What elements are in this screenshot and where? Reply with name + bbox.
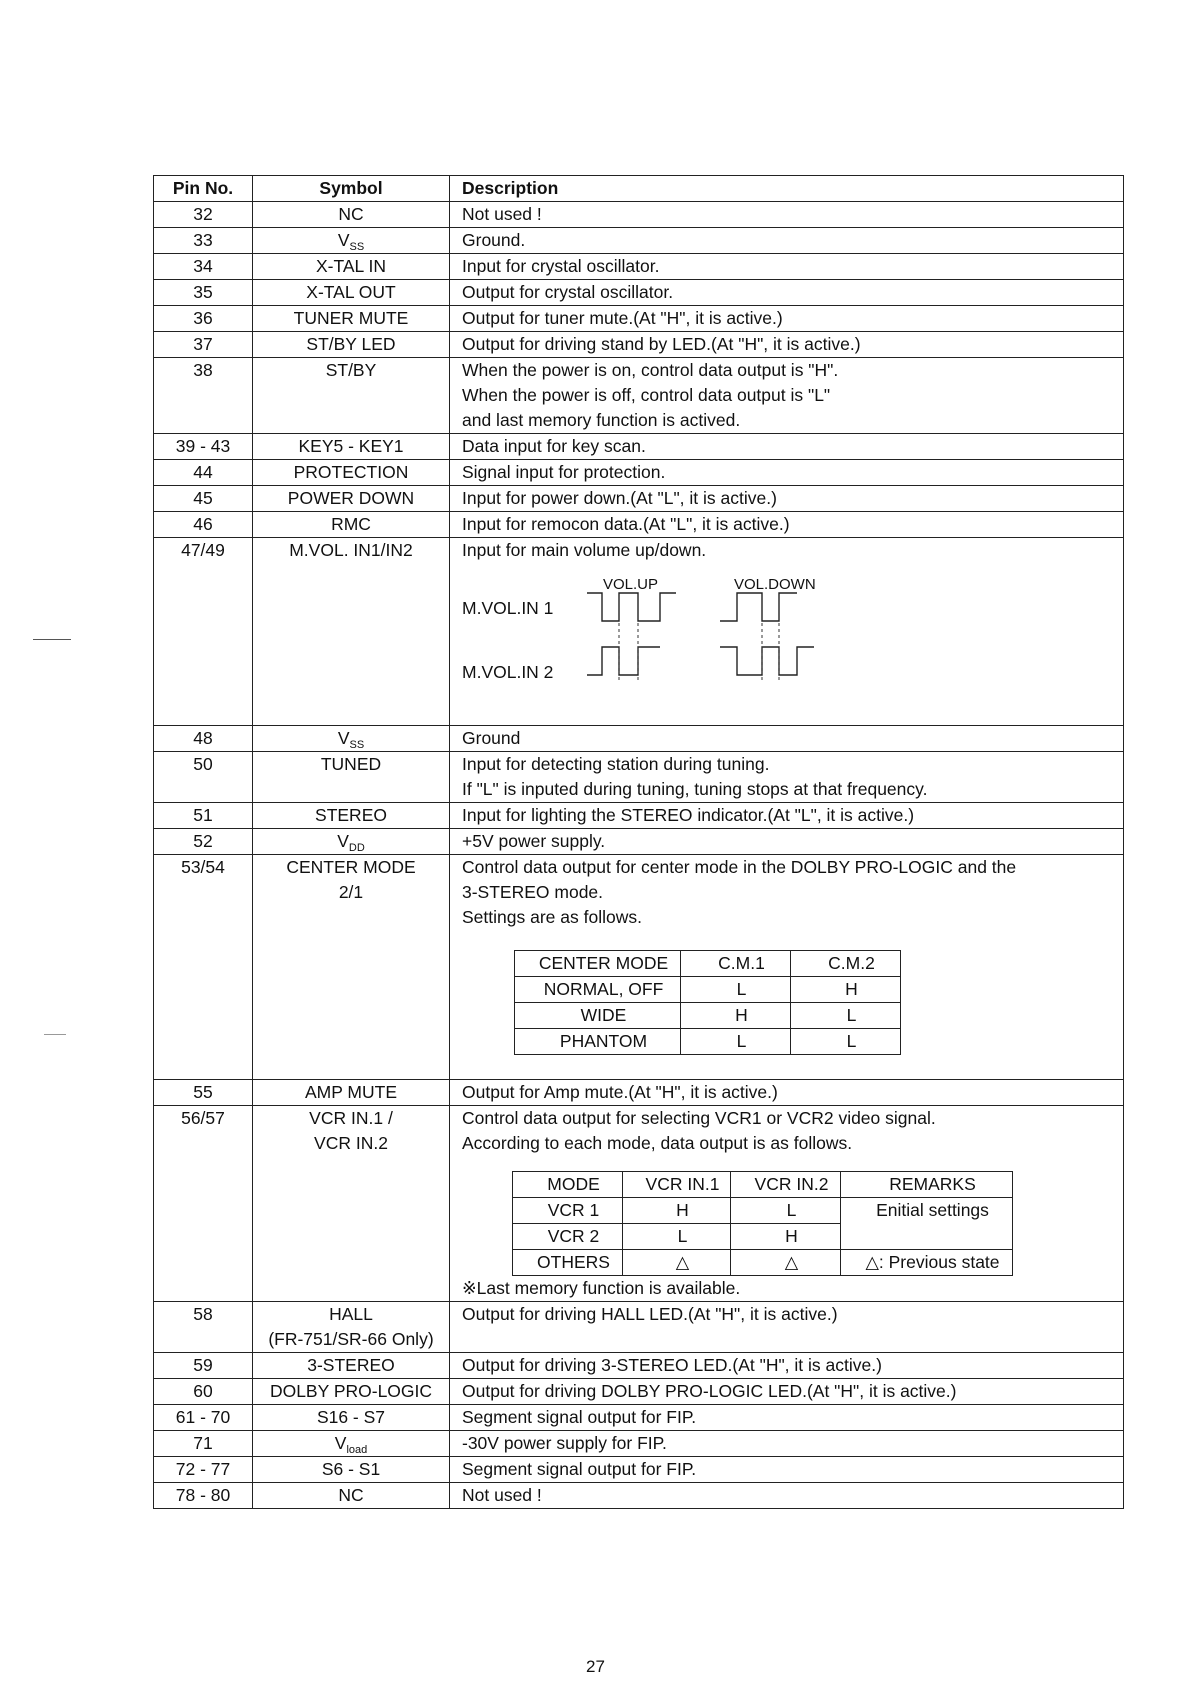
center-mode-header: CENTER MODE — [515, 951, 681, 977]
table-row — [154, 306, 1124, 332]
pin-cell: 32 — [154, 202, 253, 228]
table-row — [154, 1483, 1124, 1509]
symbol-line: VCR IN.2 — [314, 1133, 388, 1153]
pin-cell: 44 — [154, 460, 253, 486]
pin-cell: 55 — [154, 1080, 253, 1106]
table-row — [154, 829, 1124, 855]
center-mode-cell: WIDE — [515, 1003, 681, 1029]
description-cell: Output for Amp mute.(At "H", it is active.) — [450, 1080, 1124, 1106]
pin-cell: 72 - 77 — [154, 1457, 253, 1483]
table-row — [154, 1106, 1124, 1302]
symbol-subscript: DD — [348, 842, 365, 854]
symbol-cell: STEREO — [253, 803, 450, 829]
symbol-subscript: SS — [349, 241, 365, 253]
center-mode-header: C.M.1 — [681, 951, 791, 977]
pin-description-table — [153, 175, 1124, 1509]
vcr-cell: VCR 2 — [513, 1224, 623, 1250]
vcr-row — [513, 1198, 1013, 1224]
symbol-cell: AMP MUTE — [253, 1080, 450, 1106]
header-pin-no: Pin No. — [154, 176, 253, 202]
pin-cell: 48 — [154, 726, 253, 752]
symbol-main: V — [337, 831, 349, 851]
table-row — [154, 434, 1124, 460]
description-cell: Not used ! — [450, 202, 1124, 228]
waveform-svg — [462, 563, 862, 725]
vcr-header: REMARKS — [841, 1172, 1013, 1198]
page-number: 27 — [586, 1657, 605, 1676]
symbol-cell: RMC — [253, 512, 450, 538]
center-mode-cell: H — [791, 977, 901, 1003]
vcr-header: MODE — [513, 1172, 623, 1198]
vcr-remark-merged: Enitial settings — [841, 1198, 1013, 1250]
symbol-cell — [253, 1431, 450, 1457]
vcr-row — [513, 1250, 1013, 1276]
center-mode-cell: L — [791, 1029, 901, 1055]
vcr-cell: △: Previous state — [841, 1250, 1013, 1276]
symbol-subscript: SS — [349, 739, 365, 751]
mvol-in2-label: M.VOL.IN 2 — [462, 662, 554, 682]
symbol-cell: X-TAL IN — [253, 254, 450, 280]
pin-cell: 56/57 — [154, 1106, 253, 1302]
header-symbol: Symbol — [253, 176, 450, 202]
vcr-header: VCR IN.2 — [731, 1172, 841, 1198]
table-row — [154, 752, 1124, 803]
symbol-line: VCR IN.1 / — [309, 1108, 393, 1128]
vcr-note: ※Last memory function is available. — [462, 1278, 741, 1298]
table-row — [154, 538, 1124, 726]
vol-down-caption: VOL.DOWN — [734, 576, 816, 593]
table-row — [154, 726, 1124, 752]
symbol-subscript: load — [346, 1444, 368, 1456]
description-cell — [450, 752, 1124, 803]
center-mode-cell: NORMAL, OFF — [515, 977, 681, 1003]
table-row — [154, 1080, 1124, 1106]
description-line: When the power is off, control data output is "L" — [462, 385, 831, 405]
table-row — [154, 855, 1124, 1080]
symbol-cell: DOLBY PRO-LOGIC — [253, 1379, 450, 1405]
vcr-cell: △ — [731, 1250, 841, 1276]
symbol-line: (FR-751/SR-66 Only) — [268, 1329, 434, 1349]
symbol-main: V — [337, 728, 350, 748]
description-cell: Input for lighting the STEREO indicator.(At "L", it is active.) — [450, 803, 1124, 829]
description-cell: Output for tuner mute.(At "H", it is active.) — [450, 306, 1124, 332]
description-line: If "L" is inputed during tuning, tuning stops at that frequency. — [462, 779, 928, 799]
mvol-in1-waveform — [587, 593, 797, 621]
vcr-cell: △ — [623, 1250, 731, 1276]
description-line: When the power is on, control data output is "H". — [462, 360, 839, 380]
margin-mark — [44, 1034, 66, 1035]
vcr-cell: OTHERS — [513, 1250, 623, 1276]
vcr-cell: H — [731, 1224, 841, 1250]
pin-cell: 34 — [154, 254, 253, 280]
description-line: Control data output for center mode in the DOLBY PRO-LOGIC and the — [462, 857, 1017, 877]
symbol-cell: TUNER MUTE — [253, 306, 450, 332]
symbol-cell: NC — [253, 1483, 450, 1509]
table-row — [154, 460, 1124, 486]
vcr-cell: L — [623, 1224, 731, 1250]
symbol-line: HALL — [329, 1304, 373, 1324]
mvol-in1-label: M.VOL.IN 1 — [462, 598, 554, 618]
vol-up-caption: VOL.UP — [603, 576, 659, 593]
table-row — [154, 1379, 1124, 1405]
description-cell: Signal input for protection. — [450, 460, 1124, 486]
table-row — [154, 358, 1124, 434]
pin-cell: 60 — [154, 1379, 253, 1405]
pin-cell: 38 — [154, 358, 253, 434]
table-row — [154, 486, 1124, 512]
center-mode-row — [515, 1029, 901, 1055]
symbol-cell: KEY5 - KEY1 — [253, 434, 450, 460]
margin-mark — [33, 639, 71, 640]
description-cell: Segment signal output for FIP. — [450, 1457, 1124, 1483]
description-line: Control data output for selecting VCR1 or VCR2 video signal. — [462, 1108, 936, 1128]
table-row — [154, 1431, 1124, 1457]
vcr-mode-table — [512, 1171, 1013, 1276]
description-cell: -30V power supply for FIP. — [450, 1431, 1124, 1457]
table-row — [154, 1302, 1124, 1353]
pin-cell: 37 — [154, 332, 253, 358]
pin-cell: 46 — [154, 512, 253, 538]
symbol-cell: ST/BY LED — [253, 332, 450, 358]
vcr-cell: VCR 1 — [513, 1198, 623, 1224]
symbol-cell: M.VOL. IN1/IN2 — [253, 538, 450, 726]
symbol-cell: X-TAL OUT — [253, 280, 450, 306]
description-line: 3-STEREO mode. — [462, 882, 604, 902]
pin-cell: 61 - 70 — [154, 1405, 253, 1431]
center-mode-header-row — [515, 951, 901, 977]
center-mode-header: C.M.2 — [791, 951, 901, 977]
description-cell: Output for driving DOLBY PRO-LOGIC LED.(At "H", it is active.) — [450, 1379, 1124, 1405]
description-line: Input for detecting station during tuning. — [462, 754, 770, 774]
symbol-cell — [253, 829, 450, 855]
symbol-cell — [253, 228, 450, 254]
pin-cell: 33 — [154, 228, 253, 254]
center-mode-table — [514, 950, 901, 1055]
description-line: Settings are as follows. — [462, 907, 642, 927]
description-cell: Data input for key scan. — [450, 434, 1124, 460]
header-description: Description — [450, 176, 1124, 202]
table-row — [154, 1405, 1124, 1431]
symbol-cell: S6 - S1 — [253, 1457, 450, 1483]
symbol-cell — [253, 726, 450, 752]
symbol-main: V — [337, 230, 350, 250]
pin-cell: 58 — [154, 1302, 253, 1353]
center-mode-cell: L — [681, 1029, 791, 1055]
table-header-row — [154, 176, 1124, 202]
description-cell: Not used ! — [450, 1483, 1124, 1509]
description-cell: +5V power supply. — [450, 829, 1124, 855]
table-row — [154, 512, 1124, 538]
pin-cell: 52 — [154, 829, 253, 855]
symbol-line: CENTER MODE — [286, 857, 416, 877]
symbol-cell — [253, 855, 450, 1080]
pin-cell: 39 - 43 — [154, 434, 253, 460]
table-row — [154, 1457, 1124, 1483]
table-row — [154, 803, 1124, 829]
description-cell: Output for crystal oscillator. — [450, 280, 1124, 306]
description-line: and last memory function is actived. — [462, 410, 741, 430]
vcr-header: VCR IN.1 — [623, 1172, 731, 1198]
vcr-cell: L — [731, 1198, 841, 1224]
table-row — [154, 254, 1124, 280]
description-cell — [450, 1106, 1124, 1302]
pin-cell: 45 — [154, 486, 253, 512]
description-cell: Ground. — [450, 228, 1124, 254]
symbol-cell: PROTECTION — [253, 460, 450, 486]
symbol-cell: 3-STEREO — [253, 1353, 450, 1379]
pin-cell: 47/49 — [154, 538, 253, 726]
description-cell: Output for driving stand by LED.(At "H", it is active.) — [450, 332, 1124, 358]
description-cell: Ground — [450, 726, 1124, 752]
symbol-cell: S16 - S7 — [253, 1405, 450, 1431]
description-cell: Output for driving 3-STEREO LED.(At "H", it is active.) — [450, 1353, 1124, 1379]
pin-cell: 50 — [154, 752, 253, 803]
vcr-header-row — [513, 1172, 1013, 1198]
description-cell: Segment signal output for FIP. — [450, 1405, 1124, 1431]
pin-cell: 53/54 — [154, 855, 253, 1080]
vcr-cell: H — [623, 1198, 731, 1224]
pin-cell: 59 — [154, 1353, 253, 1379]
center-mode-cell: PHANTOM — [515, 1029, 681, 1055]
description-line: Input for main volume up/down. — [462, 540, 707, 560]
mvol-in2-waveform — [587, 647, 814, 675]
symbol-line: 2/1 — [338, 882, 364, 902]
pin-cell: 78 - 80 — [154, 1483, 253, 1509]
center-mode-row — [515, 977, 901, 1003]
description-cell — [450, 358, 1124, 434]
description-cell: Input for power down.(At "L", it is active.) — [450, 486, 1124, 512]
center-mode-row — [515, 1003, 901, 1029]
symbol-cell: TUNED — [253, 752, 450, 803]
table-row — [154, 202, 1124, 228]
pin-cell: 51 — [154, 803, 253, 829]
symbol-cell: ST/BY — [253, 358, 450, 434]
description-cell — [450, 538, 1124, 726]
center-mode-cell: H — [681, 1003, 791, 1029]
symbol-cell: NC — [253, 202, 450, 228]
mvol-waveform-diagram — [462, 563, 1123, 725]
pin-cell: 36 — [154, 306, 253, 332]
description-cell: Input for remocon data.(At "L", it is active.) — [450, 512, 1124, 538]
table-row — [154, 228, 1124, 254]
center-mode-cell: L — [681, 977, 791, 1003]
description-line: According to each mode, data output is as follows. — [462, 1133, 853, 1153]
table-row — [154, 332, 1124, 358]
description-cell: Input for crystal oscillator. — [450, 254, 1124, 280]
table-row — [154, 1353, 1124, 1379]
symbol-cell: POWER DOWN — [253, 486, 450, 512]
table-row — [154, 280, 1124, 306]
symbol-cell — [253, 1106, 450, 1302]
description-cell: Output for driving HALL LED.(At "H", it is active.) — [450, 1302, 1124, 1353]
pin-cell: 71 — [154, 1431, 253, 1457]
symbol-main: V — [334, 1433, 347, 1453]
waveform-guide-lines — [619, 623, 779, 681]
symbol-cell — [253, 1302, 450, 1353]
description-cell — [450, 855, 1124, 1080]
center-mode-cell: L — [791, 1003, 901, 1029]
pin-cell: 35 — [154, 280, 253, 306]
